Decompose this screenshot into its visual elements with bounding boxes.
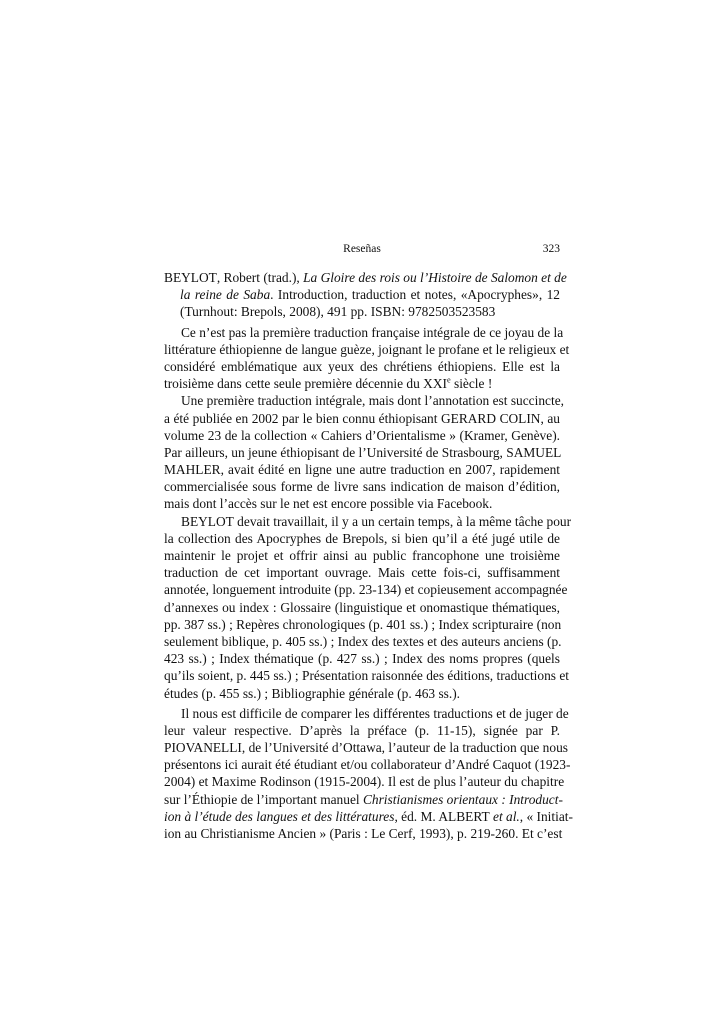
text-line: d’annexes ou index : Glossaire (linguistique et onomastique thématiques, xyxy=(164,599,560,615)
running-header xyxy=(164,243,560,261)
text-line: 2004) et Maxime Rodinson (1915-2004). Il est de plus l’auteur du chapitre xyxy=(164,774,565,790)
text-line: ion à l’étude des langues et des littératures, éd. M. ALBERT et al., « Initiat- xyxy=(164,808,573,824)
text-line: littérature éthiopienne de langue guèze, joignant le profane et le religieux et xyxy=(164,341,570,357)
review-body xyxy=(164,269,573,842)
citation-entry xyxy=(164,269,567,321)
paragraph xyxy=(164,513,572,702)
paragraph xyxy=(164,392,564,512)
text-line: seulement biblique, p. 405 ss.) ; Index des textes et des auteurs anciens (p. xyxy=(164,633,562,649)
text-line: études (p. 455 ss.) ; Bibliographie générale (p. 463 ss.). xyxy=(164,685,461,701)
text-line: troisième dans cette seule première décennie du XXIe siècle ! xyxy=(164,375,493,392)
text-line: a été publiée en 2002 par le bien connu éthiopisant GERARD COLIN, au xyxy=(164,410,560,426)
text-line: Une première traduction intégrale, mais dont l’annotation est succincte, xyxy=(181,393,564,409)
text-line: maintenir le projet et offrir ainsi au public francophone une troisième xyxy=(164,548,560,563)
text-line: leur valeur respective. D’après la préface (p. 11-15), signée par P. xyxy=(164,722,560,738)
text-line: Il nous est difficile de comparer les différentes traductions et de juger de xyxy=(181,705,569,721)
text-line: commercialisée sous forme de livre sans indication de maison d’édition, xyxy=(164,479,560,495)
text-line: PIOVANELLI, de l’Université d’Ottawa, l’auteur de la traduction que nous xyxy=(164,740,568,756)
text-line: ion au Christianisme Ancien » (Paris : Le Cerf, 1993), p. 219-260. Et c’est xyxy=(164,826,563,841)
text-line: volume 23 de la collection « Cahiers d’Orientalisme » (Kramer, Genève). xyxy=(164,427,560,443)
citation-line: (Turnhout: Brepols, 2008), 491 pp. ISBN: 9782503523583 xyxy=(180,304,496,320)
text-line: sur l’Éthiopie de l’important manuel Christianismes orientaux : Introduct- xyxy=(164,791,563,807)
text-line: MAHLER, avait édité en ligne une autre traduction en 2007, rapidement xyxy=(164,462,560,478)
citation-line: la reine de Saba. Introduction, traduction et notes, «Apocryphes», 12 xyxy=(180,287,560,303)
text-line: Par ailleurs, un jeune éthiopisant de l’Université de Strasbourg, SAMUEL xyxy=(164,444,562,460)
text-line: présentons ici aurait été étudiant et/ou collaborateur d’André Caquot (1923- xyxy=(164,757,571,773)
paragraph xyxy=(164,324,570,393)
text-line: mais dont l’accès sur le net est encore possible via Facebook. xyxy=(164,496,493,512)
text-line: Ce n’est pas la première traduction française intégrale de ce joyau de la xyxy=(181,324,564,340)
text-line: traduction de cet important ouvrage. Mais cette fois-ci, suffisamment xyxy=(164,565,560,581)
text-line: considéré emblématique aux yeux des chrétiens éthiopiens. Elle est la xyxy=(164,358,560,374)
text-line: la collection des Apocryphes de Brepols, si bien qu’il a été jugé utile de xyxy=(164,530,560,546)
text-line: qu’ils soient, p. 445 ss.) ; Présentation raisonnée des éditions, traductions et xyxy=(164,668,570,684)
citation-line: BEYLOT, Robert (trad.), La Gloire des rois ou l’Histoire de Salomon et de xyxy=(164,270,567,285)
text-line: annotée, longuement introduite (pp. 23-134) et copieusement accompagnée xyxy=(164,582,568,598)
running-title: Reseñas xyxy=(343,243,381,255)
page-number: 323 xyxy=(542,243,560,255)
text-line: pp. 387 ss.) ; Repères chronologiques (p. 401 ss.) ; Index scripturaire (non xyxy=(164,616,562,632)
paragraph xyxy=(164,705,573,843)
text-line: 423 ss.) ; Index thématique (p. 427 ss.) ; Index des noms propres (quels xyxy=(164,651,560,667)
text-line: BEYLOT devait travaillait, il y a un certain temps, à la même tâche pour xyxy=(181,513,572,529)
